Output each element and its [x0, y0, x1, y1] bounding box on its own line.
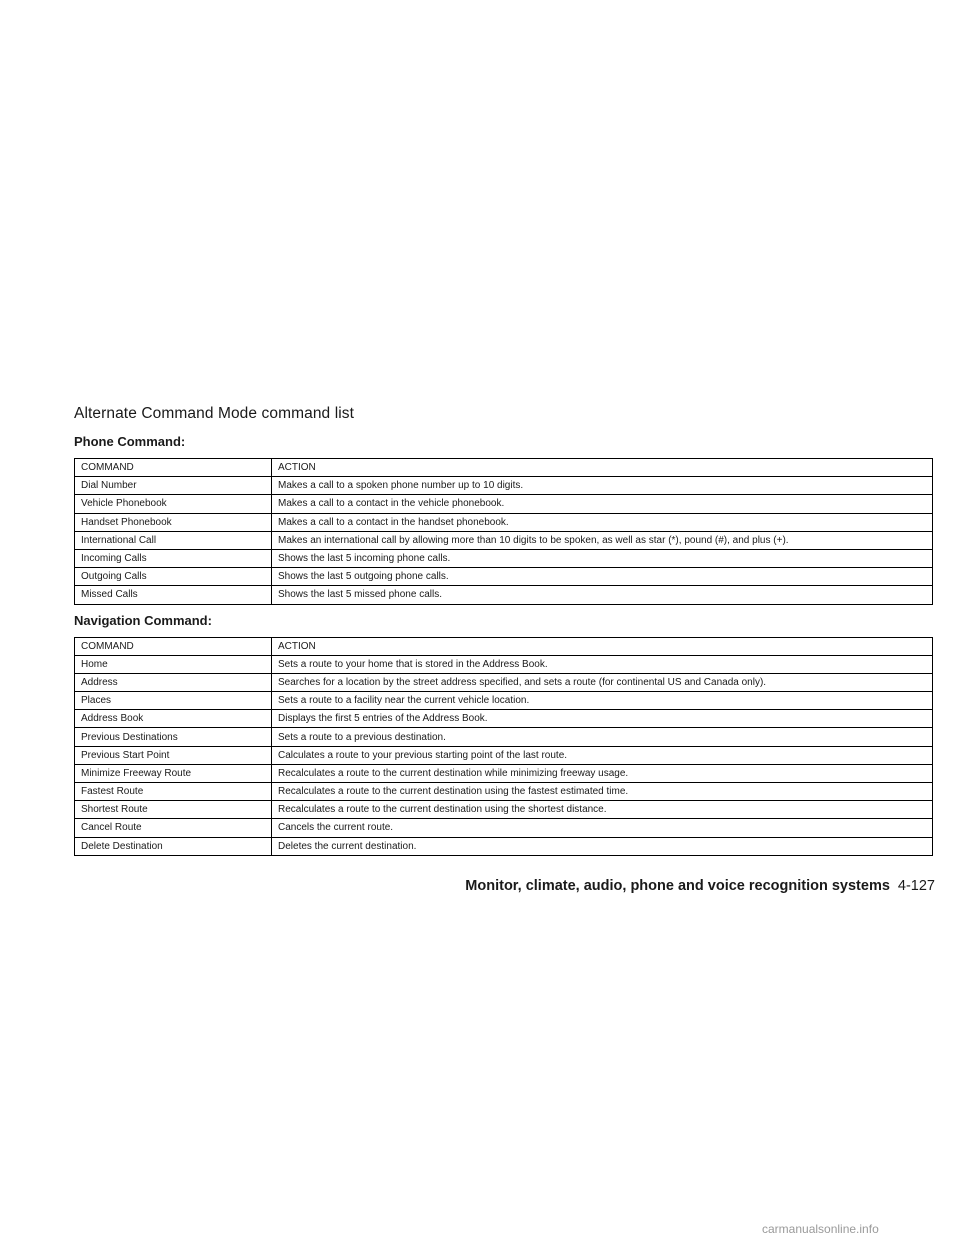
action-cell: Makes a call to a contact in the vehicle phonebook. [272, 495, 933, 513]
page-footer [465, 878, 935, 894]
column-header-command: COMMAND [75, 459, 272, 477]
action-cell: Recalculates a route to the current destination using the shortest distance. [272, 801, 933, 819]
command-cell: Address Book [75, 710, 272, 728]
table-row [75, 783, 933, 801]
table-row [75, 549, 933, 567]
action-cell: Sets a route to a previous destination. [272, 728, 933, 746]
action-cell: Sets a route to your home that is stored in the Address Book. [272, 655, 933, 673]
document-content [74, 404, 932, 864]
table-row [75, 655, 933, 673]
action-cell: Shows the last 5 missed phone calls. [272, 586, 933, 604]
navigation-command-heading: Navigation Command: [74, 612, 212, 628]
action-cell: Recalculates a route to the current destination using the fastest estimated time. [272, 783, 933, 801]
watermark: carmanualsonline.info [762, 1222, 879, 1236]
command-cell: Previous Destinations [75, 728, 272, 746]
action-cell: Sets a route to a facility near the current vehicle location. [272, 692, 933, 710]
command-cell: Vehicle Phonebook [75, 495, 272, 513]
command-cell: Dial Number [75, 477, 272, 495]
table-row [75, 746, 933, 764]
table-row [75, 692, 933, 710]
footer-section-title: Monitor, climate, audio, phone and voice recognition systems [465, 878, 890, 894]
action-cell: Searches for a location by the street address specified, and sets a route (for continental US and Canada only). [272, 673, 933, 691]
command-cell: Home [75, 655, 272, 673]
phone-command-rows [75, 477, 933, 604]
action-cell: Makes a call to a contact in the handset phonebook. [272, 513, 933, 531]
column-header-command: COMMAND [75, 637, 272, 655]
action-cell: Shows the last 5 incoming phone calls. [272, 549, 933, 567]
phone-command-table [74, 458, 933, 605]
table-row [75, 513, 933, 531]
command-cell: Shortest Route [75, 801, 272, 819]
table-row [75, 531, 933, 549]
table-row [75, 477, 933, 495]
table-row [75, 673, 933, 691]
table-row [75, 586, 933, 604]
action-cell: Shows the last 5 outgoing phone calls. [272, 568, 933, 586]
table-row [75, 837, 933, 855]
action-cell: Deletes the current destination. [272, 837, 933, 855]
command-cell: Missed Calls [75, 586, 272, 604]
action-cell: Calculates a route to your previous starting point of the last route. [272, 746, 933, 764]
table-row [75, 819, 933, 837]
table-header-row [75, 637, 933, 655]
navigation-command-table [74, 637, 933, 856]
command-cell: Fastest Route [75, 783, 272, 801]
table-row [75, 568, 933, 586]
navigation-command-rows [75, 655, 933, 855]
command-cell: Places [75, 692, 272, 710]
table-row [75, 801, 933, 819]
table-row [75, 764, 933, 782]
command-cell: Cancel Route [75, 819, 272, 837]
action-cell: Displays the first 5 entries of the Address Book. [272, 710, 933, 728]
table-row [75, 728, 933, 746]
phone-command-heading: Phone Command: [74, 434, 186, 449]
action-cell: Recalculates a route to the current destination while minimizing freeway usage. [272, 764, 933, 782]
table-row [75, 495, 933, 513]
command-cell: Address [75, 673, 272, 691]
command-cell: Previous Start Point [75, 746, 272, 764]
command-cell: Minimize Freeway Route [75, 764, 272, 782]
page-number: 4-127 [897, 878, 935, 894]
page-title: Alternate Command Mode command list [74, 405, 355, 422]
command-cell: Handset Phonebook [75, 513, 272, 531]
column-header-action: ACTION [272, 459, 933, 477]
action-cell: Cancels the current route. [272, 819, 933, 837]
action-cell: Makes a call to a spoken phone number up to 10 digits. [272, 477, 933, 495]
command-cell: Outgoing Calls [75, 568, 272, 586]
command-cell: International Call [75, 531, 272, 549]
table-header-row [75, 459, 933, 477]
action-cell: Makes an international call by allowing more than 10 digits to be spoken, as well as star (*), pound (#), and plus (+). [272, 531, 933, 549]
command-cell: Incoming Calls [75, 549, 272, 567]
column-header-action: ACTION [272, 637, 933, 655]
table-row [75, 710, 933, 728]
command-cell: Delete Destination [75, 837, 272, 855]
